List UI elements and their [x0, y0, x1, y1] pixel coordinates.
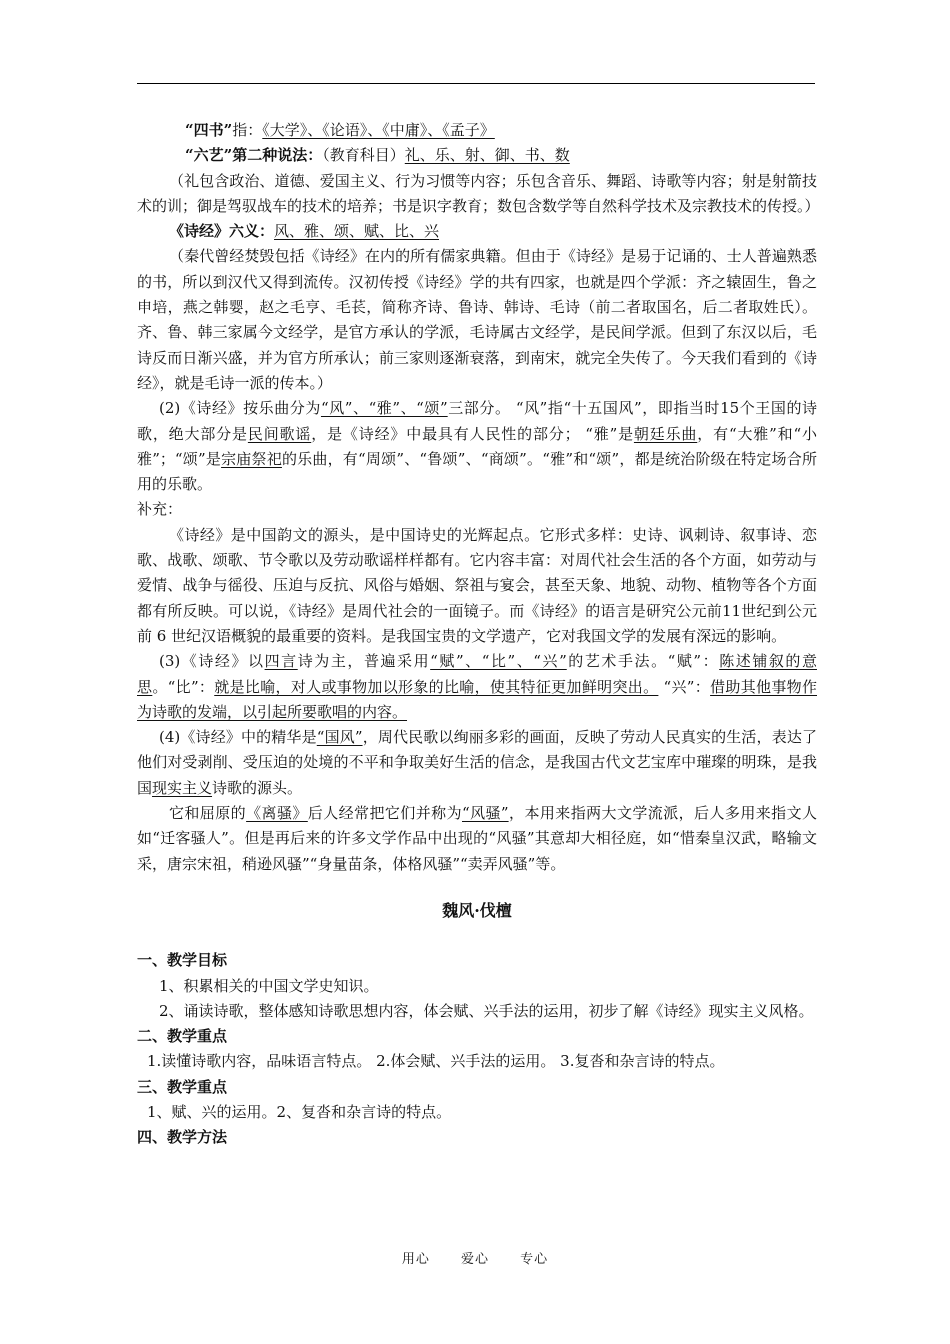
paragraph-3	[137, 649, 817, 725]
p4-b: “国风”	[316, 728, 363, 747]
buchong-label: 补充：	[137, 500, 183, 519]
sishu-line	[137, 118, 817, 143]
section-title: 魏风·伐檀	[442, 900, 512, 920]
liuyi-line	[137, 143, 817, 168]
key-points-2-text: 1、赋、兴的运用。2、复沓和杂言诗的特点。	[147, 1102, 452, 1121]
footer-item-2: 爱心	[460, 1252, 489, 1267]
p3-e: 的艺术手法。“赋”：	[566, 652, 720, 671]
footer-item-3: 专心	[520, 1252, 549, 1267]
objective-1: 1、积累相关的中国文学史知识。	[159, 976, 379, 995]
p4-e: 诗歌的源头。	[212, 778, 303, 797]
heading-methods: 四、教学方法	[137, 1128, 228, 1147]
p3-a: (3)《诗经》以	[159, 652, 265, 671]
p4-d: 现实主义	[152, 778, 213, 797]
shijing-liuyi-line	[137, 219, 817, 244]
p3-d: “赋”、“比”、“兴”	[430, 652, 567, 671]
p2-a: (2)《诗经》按乐曲分为	[159, 399, 321, 418]
paragraph-4	[137, 725, 817, 801]
key-points-text: 1.读懂诗歌内容，品味语言特点。 2.体会赋、兴手法的运用。 3.复沓和杂言诗的特点。	[147, 1052, 725, 1071]
p2-g: ，有“大雅”和“小雅”；“颂”是	[137, 424, 817, 468]
p2-e: ，是《诗经》中最具有人民性的部分； “雅”是	[311, 424, 634, 443]
sishu-zhi: 指：	[232, 121, 263, 139]
p5-b: 《离骚》	[246, 804, 308, 823]
p3-h: 就是比喻，对人或事物加以形象的比喻，使其特征更加鲜明突出。	[214, 677, 659, 696]
p3-i: “兴”：	[658, 677, 711, 696]
heading-key-points-2: 三、教学重点	[137, 1077, 228, 1096]
p2-d: 民间歌谣	[247, 424, 312, 443]
p5-a: 它和屈原的	[169, 804, 247, 823]
liuyi-paren: （教育科目）	[322, 146, 405, 165]
paragraph-5	[137, 801, 817, 877]
liuyi-label: “六艺”第二种说法：	[185, 146, 323, 165]
p2-f: 朝廷乐曲	[633, 424, 698, 443]
p3-c: 诗为主，普遍采用	[297, 652, 431, 671]
p4-c: ，周代民歌以绚丽多彩的画面，反映了劳动人民真实的生活，表达了他们对受剥削、受压迫的处境的不平和争取美好生活的信念，是我国古代文艺宝库中璀璨的明珠，是我国	[137, 728, 818, 797]
p2-c: 三部分。 “风”指“十五国风”，即指当时15个王国的诗歌，绝大部分是	[137, 399, 818, 443]
paragraph-2	[137, 396, 817, 497]
page-footer	[0, 1248, 950, 1267]
footer-item-1: 用心	[401, 1252, 430, 1267]
buchong-text: 《诗经》是中国韵文的源头，是中国诗史的光辉起点。它形式多样：史诗、讽刺诗、叙事诗、恋歌、战歌、颂歌、节令歌以及劳动歌谣样样都有。它内容丰富：对周代社会生活的各个方面，如劳动与爱情、战争与徭役、压迫与反抗、风俗与婚姻、祭祖与宴会，甚至天象、地貌、动物、植物等各个方面都有所反映。可以说，《诗经》是周代社会的一面镜子。而《诗经》的语言是研究公元前11世纪到公元前 6 世纪汉语概貌的最重要的资料。是我国宝贵的文学遗产，它对我国文学的发展有深远的影响。	[137, 525, 817, 645]
p3-g: 。“比”：	[152, 677, 215, 696]
shijing-liuyi-items: 风、雅、颂、赋、比、兴	[274, 222, 440, 241]
sishu-label: “四书”	[185, 121, 233, 139]
document-body	[137, 118, 820, 1151]
p3-f: 陈述铺叙的意思	[137, 652, 817, 696]
p4-a: (4)《诗经》中的精华是	[159, 728, 317, 747]
heading-objectives: 一、教学目标	[137, 951, 228, 970]
header-rule	[137, 83, 815, 84]
p2-b: “风”、“雅”、“颂”	[320, 399, 448, 418]
p3-b: 四言	[264, 652, 298, 671]
p5-c: 后人经常把它们并称为	[307, 804, 462, 823]
p2-i: 的乐曲，有“周颂”、“鲁颂”、“商颂”。“雅”和“颂”，都是统治阶级在特定场合所用的乐歌。	[137, 449, 817, 494]
p5-d: “风骚”	[462, 804, 509, 823]
objective-2: 2、诵读诗歌，整体感知诗歌思想内容，体会赋、兴手法的运用，初步了解《诗经》现实主义风格。	[159, 1001, 814, 1020]
p5-e: ，本用来指两大文学流派，后人多用来指文人如“迁客骚人”。但是再后来的许多文学作品中出现的“风骚”其意却大相径庭，如“惜秦皇汉武，略输文采，唐宗宋祖，稍逊风骚”“身量苗条，体格风骚”“卖弄风骚”等。	[137, 804, 817, 873]
shijing-liuyi-label: 《诗经》六义：	[169, 222, 275, 241]
heading-key-points: 二、教学重点	[137, 1027, 228, 1046]
liuyi-note: （礼包含政治、道德、爱国主义、行为习惯等内容；乐包含音乐、舞蹈、诗歌等内容；射是射箭技术的训；御是驾驭战车的技术的培养；书是识字教育；数包含数学等自然科学技术及宗教技术的传授。）	[137, 171, 820, 215]
p3-j: 借助其他事物作为诗歌的发端，以引起所要歌唱的内容。	[137, 677, 817, 721]
sishu-books: 《大学》、《论语》、《中庸》、《孟子》	[262, 121, 495, 139]
liuyi-items: 礼、乐、射、御、书、数	[404, 146, 570, 165]
p2-h: 宗庙祭祀	[221, 449, 282, 468]
qin-paragraph: （秦代曾经焚毁包括《诗经》在内的所有儒家典籍。但由于《诗经》是易于记诵的、士人普遍熟悉的书，所以到汉代又得到流传。汉初传授《诗经》学的共有四家，也就是四个学派：齐之辕固生，鲁之申培，燕之韩婴，赵之毛亨、毛苌，简称齐诗、鲁诗、韩诗、毛诗（前二者取国名，后二者取姓氏）。齐、鲁、韩三家属今文经学，是官方承认的学派，毛诗属古文经学，是民间学派。但到了东汉以后，毛诗反而日渐兴盛，并为官方所承认；前三家则逐渐衰落，到南宋，就完全失传了。今天我们看到的《诗经》，就是毛诗一派的传本。）	[137, 247, 817, 392]
